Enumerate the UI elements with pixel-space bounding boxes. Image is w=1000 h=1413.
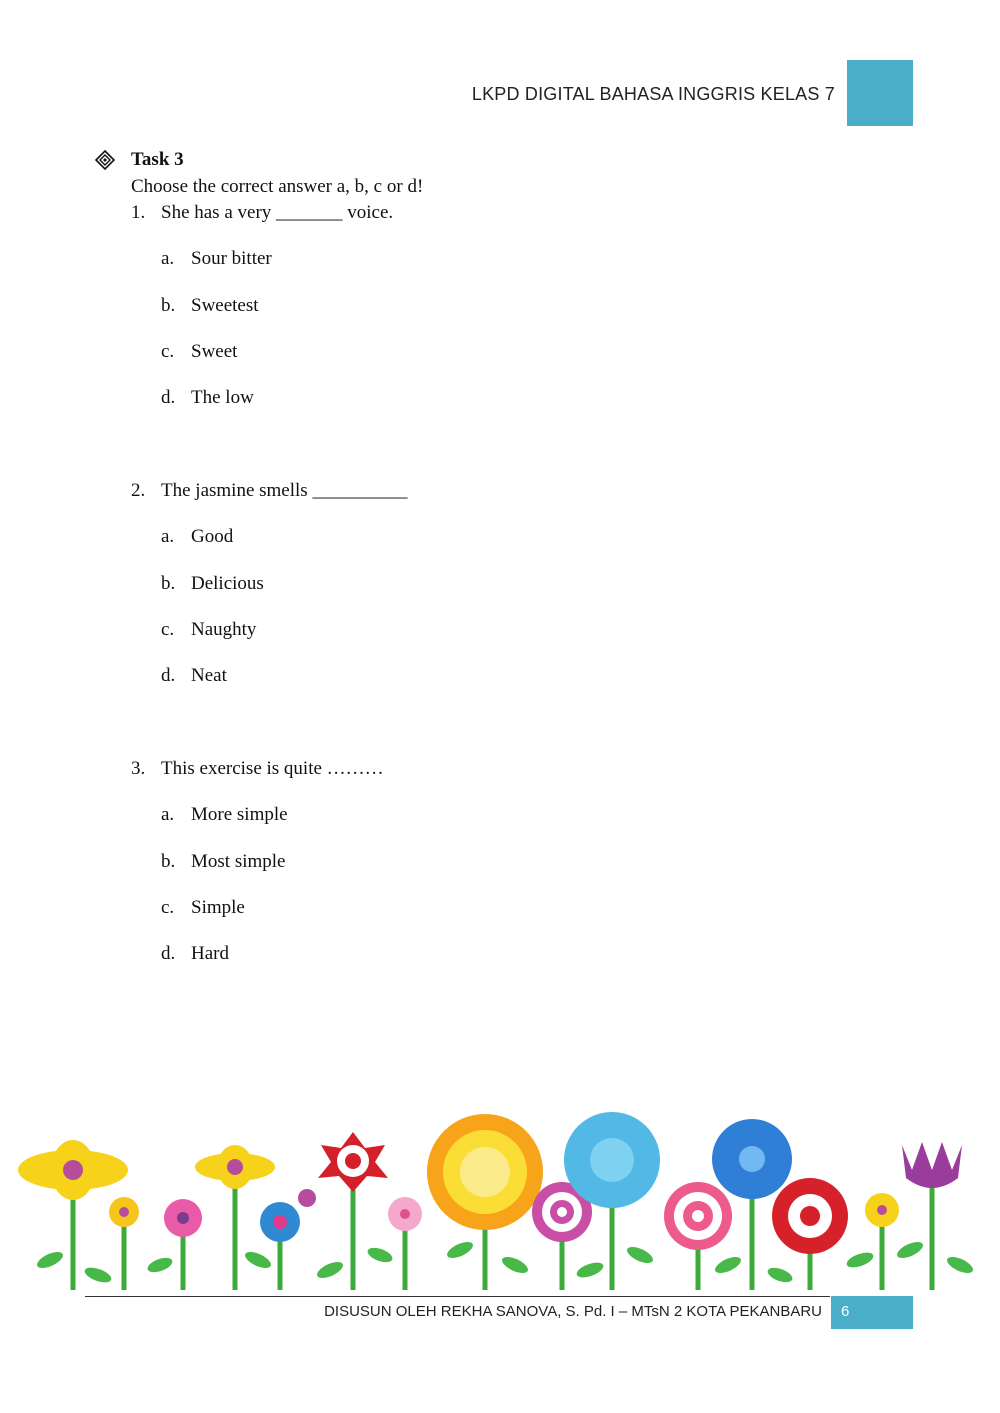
- diamond-bullet-icon: [95, 150, 115, 170]
- option-letter: b.: [161, 573, 176, 594]
- footer-divider: [85, 1296, 830, 1297]
- page-header-title: LKPD DIGITAL BAHASA INGGRIS KELAS 7: [471, 84, 835, 104]
- option-letter: b.: [161, 851, 176, 872]
- option-text: Sweet: [191, 341, 238, 362]
- flowers-illustration: [0, 1060, 1000, 1295]
- question-number: 1.: [131, 202, 146, 223]
- question-text: The jasmine smells __________: [161, 480, 408, 501]
- question-text: This exercise is quite ………: [161, 758, 384, 779]
- option-letter: b.: [161, 295, 176, 316]
- option-text: Sweetest: [191, 295, 259, 316]
- option-text: Naughty: [191, 619, 257, 640]
- option-letter: a.: [161, 804, 175, 825]
- question-number: 2.: [131, 480, 146, 501]
- option-text: Neat: [191, 665, 227, 686]
- option-text: Good: [191, 526, 234, 547]
- page-number-label: 6: [841, 1303, 850, 1320]
- question-number: 3.: [131, 758, 146, 779]
- header-accent-box: [847, 60, 913, 126]
- option-text: Simple: [191, 897, 245, 918]
- option-letter: a.: [161, 248, 175, 269]
- option-letter: d.: [161, 387, 176, 408]
- option-text: Delicious: [191, 573, 264, 594]
- option-letter: d.: [161, 943, 176, 964]
- option-text: Most simple: [191, 851, 286, 872]
- option-letter: c.: [161, 341, 175, 362]
- task-instruction: Choose the correct answer a, b, c or d!: [131, 176, 424, 197]
- option-letter: d.: [161, 665, 176, 686]
- question-text: She has a very _______ voice.: [161, 202, 394, 223]
- option-text: Sour bitter: [191, 248, 272, 269]
- option-letter: c.: [161, 619, 175, 640]
- option-text: Hard: [191, 943, 229, 964]
- option-text: The low: [191, 387, 254, 408]
- page-number: [831, 1296, 913, 1329]
- option-letter: c.: [161, 897, 175, 918]
- option-text: More simple: [191, 804, 288, 825]
- option-letter: a.: [161, 526, 175, 547]
- footer-author: DISUSUN OLEH REKHA SANOVA, S. Pd. I – MTsN 2 KOTA PEKANBARU: [324, 1303, 822, 1320]
- task-title: Task 3: [131, 149, 184, 170]
